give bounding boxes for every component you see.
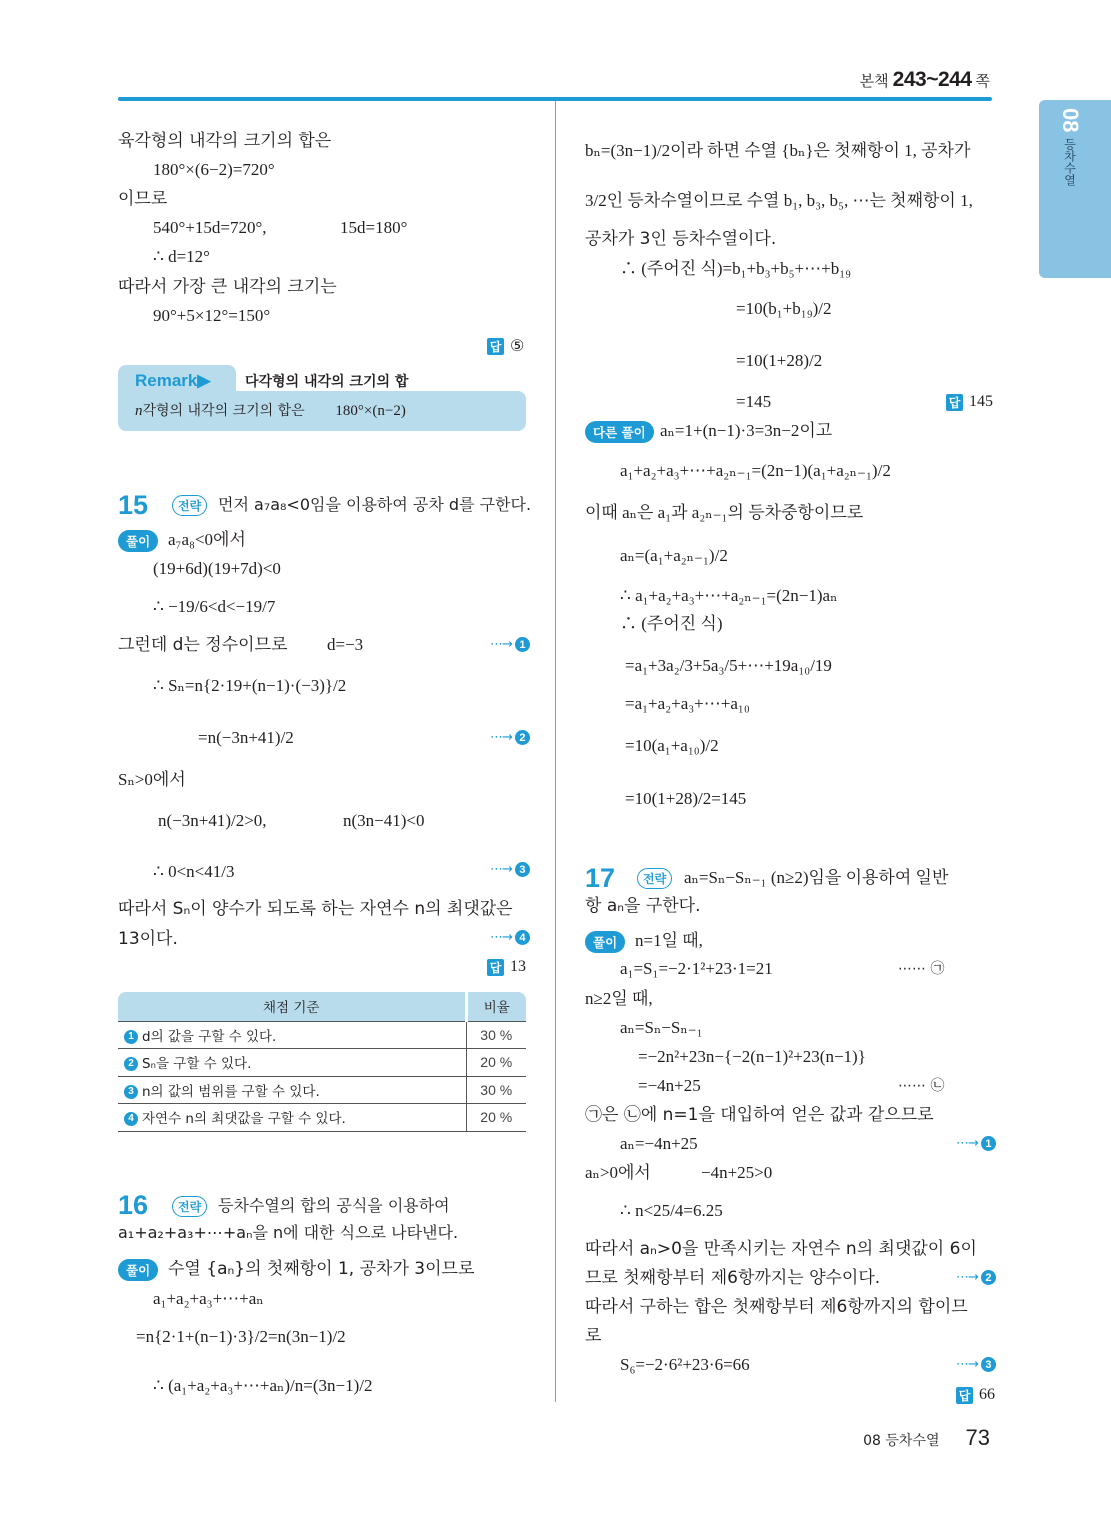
column-divider bbox=[555, 101, 556, 1402]
strategy-text: aₙ=Sₙ−Sₙ₋₁ (n≥2)임을 이용하여 일반 bbox=[684, 868, 949, 887]
table-row: 3 n의 값의 범위를 구할 수 있다. 30 % bbox=[118, 1076, 526, 1104]
text-line: 따라서 가장 큰 내각의 크기는 bbox=[118, 277, 337, 297]
remark-text: 각형의 내각의 크기의 합은 bbox=[142, 403, 305, 419]
answer-mark bbox=[956, 1386, 995, 1404]
remark-title: 다각형의 내각의 크기의 합 bbox=[245, 374, 409, 390]
table-row: 2 Sₙ을 구할 수 있다. 20 % bbox=[118, 1049, 526, 1077]
math-line: ∴ (주어진 식) bbox=[620, 614, 723, 633]
text-line: 므로 첫째항부터 제6항까지는 양수이다. bbox=[585, 1268, 881, 1288]
table-header-criterion: 채점 기준 bbox=[118, 992, 466, 1021]
ratio-cell: 30 % bbox=[466, 1021, 526, 1049]
step-marker-4: ⋯→ 4 bbox=[490, 930, 530, 945]
chapter-side-tab bbox=[1039, 100, 1111, 278]
text-line: 이므로 bbox=[118, 189, 168, 209]
math-line: ∴ Sₙ=n{2·19+(n−1)·(−3)}/2 bbox=[153, 676, 347, 695]
math-line: =n{2·1+(n−1)·3}/2=n(3n−1)/2 bbox=[136, 1327, 346, 1346]
step-marker-1: ⋯→ 1 bbox=[956, 1136, 996, 1151]
criterion-text: Sₙ을 구할 수 있다. bbox=[142, 1056, 252, 1073]
remark-variable: n bbox=[135, 403, 143, 419]
math-line: 15d=180° bbox=[340, 218, 408, 237]
answer-value: ⑤ bbox=[510, 338, 525, 355]
strategy-tag: 전략 bbox=[172, 495, 207, 516]
step-marker-2: ⋯→ 2 bbox=[490, 730, 530, 745]
problem-number: 17 bbox=[585, 863, 616, 893]
math-line: =a₁+a₂+a₃+⋯+a₁₀ bbox=[625, 694, 750, 713]
math-line: aₙ=1+(n−1)·3=3n−2이고 bbox=[660, 421, 833, 440]
math-line: 180°×(6−2)=720° bbox=[153, 160, 275, 179]
math-line: ∴ (주어진 식)=b₁+b₃+b₅+⋯+b₁₉ bbox=[620, 259, 852, 278]
math-line: =−4n+25 bbox=[638, 1076, 701, 1095]
table-row: 1 d의 값을 구할 수 있다. 30 % bbox=[118, 1021, 526, 1049]
step-marker-1: ⋯→ 1 bbox=[490, 637, 530, 652]
math-line: n(3n−41)<0 bbox=[343, 811, 425, 830]
criterion-text: 자연수 n의 최댓값을 구할 수 있다. bbox=[142, 1111, 346, 1128]
math-line: =10(1+28)/2=145 bbox=[625, 789, 747, 808]
answer-tag: 답 bbox=[487, 959, 504, 976]
math-line: 540°+15d=720°, bbox=[153, 218, 267, 237]
math-line: n≥2일 때, bbox=[585, 989, 653, 1008]
solution-tag: 풀이 bbox=[118, 1259, 158, 1281]
ratio-cell: 30 % bbox=[466, 1076, 526, 1104]
math-line: aₙ>0에서 bbox=[585, 1163, 651, 1182]
math-line: ∴ 0<n<41/3 bbox=[153, 862, 235, 881]
chapter-title: 등차수열 bbox=[1062, 138, 1077, 187]
grading-criteria-table bbox=[118, 992, 526, 1132]
page-reference-suffix: 쪽 bbox=[975, 72, 990, 90]
page-number: 73 bbox=[965, 1425, 990, 1450]
strategy-text: 항 aₙ을 구한다. bbox=[585, 896, 701, 916]
math-line: ∴ (a₁+a₂+a₃+⋯+aₙ)/n=(3n−1)/2 bbox=[153, 1376, 373, 1395]
math-line: −4n+25>0 bbox=[701, 1163, 773, 1182]
answer-tag: 답 bbox=[956, 1387, 973, 1404]
math-line: d=−3 bbox=[327, 635, 364, 654]
answer-value: 13 bbox=[510, 958, 526, 975]
answer-mark bbox=[487, 958, 526, 976]
text-line: 그런데 d는 정수이므로 bbox=[118, 635, 288, 655]
text-line: 따라서 aₙ>0을 만족시키는 자연수 n의 최댓값이 6이 bbox=[585, 1239, 977, 1259]
table-row: 4 자연수 n의 최댓값을 구할 수 있다. 20 % bbox=[118, 1104, 526, 1132]
math-line: =10(b₁+b₁₉)/2 bbox=[736, 299, 832, 318]
math-line: a₇a₈<0에서 bbox=[168, 530, 246, 549]
answer-value: 145 bbox=[969, 393, 993, 410]
math-line: 3/2인 등차수열이므로 수열 b₁, b₃, b₅, ⋯는 첫째항이 1, bbox=[585, 191, 973, 210]
step-marker-3: ⋯→ 3 bbox=[490, 862, 530, 877]
text-line: ㉠은 ㉡에 n=1을 대입하여 얻은 값과 같으므로 bbox=[585, 1105, 934, 1125]
answer-value: 66 bbox=[979, 1386, 995, 1403]
math-line: Sₙ>0에서 bbox=[118, 770, 186, 789]
answer-mark bbox=[946, 393, 993, 411]
math-line: aₙ=Sₙ−Sₙ₋₁ bbox=[620, 1018, 703, 1037]
solution-tag: 풀이 bbox=[585, 931, 625, 953]
text-line: 육각형의 내각의 크기의 합은 bbox=[118, 131, 332, 151]
equation-label-1: ⋯⋯ ㉠ bbox=[898, 961, 945, 977]
remark-formula: 180°×(n−2) bbox=[335, 403, 406, 419]
math-line: a₁=S₁=−2·1²+23·1=21 bbox=[620, 959, 773, 978]
math-line: n=1일 때, bbox=[635, 931, 703, 950]
page-reference-range: 243~244 bbox=[892, 68, 972, 91]
strategy-tag: 전략 bbox=[637, 868, 672, 889]
text-line: 따라서 Sₙ이 양수가 되도록 하는 자연수 n의 최댓값은 bbox=[118, 899, 513, 919]
math-line: S₆=−2·6²+23·6=66 bbox=[620, 1355, 750, 1374]
page-footer bbox=[863, 1425, 990, 1451]
solution-tag: 풀이 bbox=[118, 530, 158, 552]
table-header-ratio: 비율 bbox=[466, 992, 526, 1021]
answer-tag: 답 bbox=[487, 338, 504, 355]
alternate-solution-tag: 다른 풀이 bbox=[585, 421, 654, 443]
criterion-text: d의 값을 구할 수 있다. bbox=[142, 1028, 277, 1045]
problem-number: 16 bbox=[118, 1190, 149, 1220]
step-marker-3: ⋯→ 3 bbox=[956, 1357, 996, 1372]
math-line: =−2n²+23n−{−2(n−1)²+23(n−1)} bbox=[638, 1047, 866, 1066]
math-line: a₁+a₂+a₃+⋯+aₙ bbox=[153, 1289, 264, 1308]
math-line: n(−3n+41)/2>0, bbox=[158, 811, 267, 830]
step-marker-2: ⋯→ 2 bbox=[956, 1270, 996, 1285]
remark-label: Remark▶ bbox=[135, 371, 211, 390]
ratio-cell: 20 % bbox=[466, 1049, 526, 1077]
strategy-tag: 전략 bbox=[172, 1196, 207, 1217]
math-line: 90°+5×12°=150° bbox=[153, 306, 271, 325]
ratio-cell: 20 % bbox=[466, 1104, 526, 1132]
criterion-text: n의 값의 범위를 구할 수 있다. bbox=[142, 1083, 320, 1100]
math-line: bₙ=(3n−1)/2이라 하면 수열 {bₙ}은 첫째항이 1, 공차가 bbox=[585, 141, 971, 160]
text-line: 따라서 구하는 합은 첫째항부터 제6항까지의 합이므 bbox=[585, 1297, 968, 1317]
math-line: ∴ −19/6<d<−19/7 bbox=[153, 597, 276, 616]
text-line: 로 bbox=[585, 1326, 602, 1346]
math-line: ∴ d=12° bbox=[153, 247, 210, 266]
math-line: 이때 aₙ은 a₁과 a₂ₙ₋₁의 등차중항이므로 bbox=[585, 503, 864, 522]
footer-chapter: 08 등차수열 bbox=[863, 1433, 940, 1449]
problem-number: 15 bbox=[118, 490, 149, 520]
text-line: 13이다. bbox=[118, 929, 178, 949]
answer-mark bbox=[487, 336, 524, 356]
math-line: =10(1+28)/2 bbox=[736, 351, 823, 370]
math-line: aₙ=(a₁+a₂ₙ₋₁)/2 bbox=[620, 546, 728, 565]
math-line: aₙ=−4n+25 bbox=[620, 1134, 698, 1153]
equation-label-2: ⋯⋯ ㉡ bbox=[898, 1078, 945, 1094]
page-reference-label: 본책 bbox=[859, 72, 889, 90]
answer-tag: 답 bbox=[946, 394, 963, 411]
strategy-text: 등차수열의 합의 공식을 이용하여 bbox=[218, 1196, 450, 1215]
remark-body bbox=[135, 400, 406, 420]
text-line: 공차가 3인 등차수열이다. bbox=[585, 229, 777, 249]
strategy-text: 먼저 a₇a₈<0임을 이용하여 공차 d를 구한다. bbox=[218, 495, 532, 514]
page-reference bbox=[860, 68, 990, 92]
math-line: =10(a₁+a₁₀)/2 bbox=[625, 736, 719, 755]
math-line: a₁+a₂+a₃+⋯+a₂ₙ₋₁=(2n−1)(a₁+a₂ₙ₋₁)/2 bbox=[620, 461, 891, 480]
text-line: 수열 {aₙ}의 첫째항이 1, 공차가 3이므로 bbox=[168, 1259, 475, 1279]
math-line: =n(−3n+41)/2 bbox=[198, 728, 294, 747]
math-line: ∴ a₁+a₂+a₃+⋯+a₂ₙ₋₁=(2n−1)aₙ bbox=[620, 586, 838, 605]
strategy-text: a₁+a₂+a₃+⋯+aₙ을 n에 대한 식으로 나타낸다. bbox=[118, 1223, 459, 1242]
math-line: =145 bbox=[736, 392, 772, 411]
math-line: (19+6d)(19+7d)<0 bbox=[153, 559, 281, 578]
chapter-number: 08 bbox=[1058, 108, 1083, 133]
math-line: ∴ n<25/4=6.25 bbox=[620, 1201, 723, 1220]
math-line: =a₁+3a₂/3+5a₃/5+⋯+19a₁₀/19 bbox=[625, 656, 832, 675]
